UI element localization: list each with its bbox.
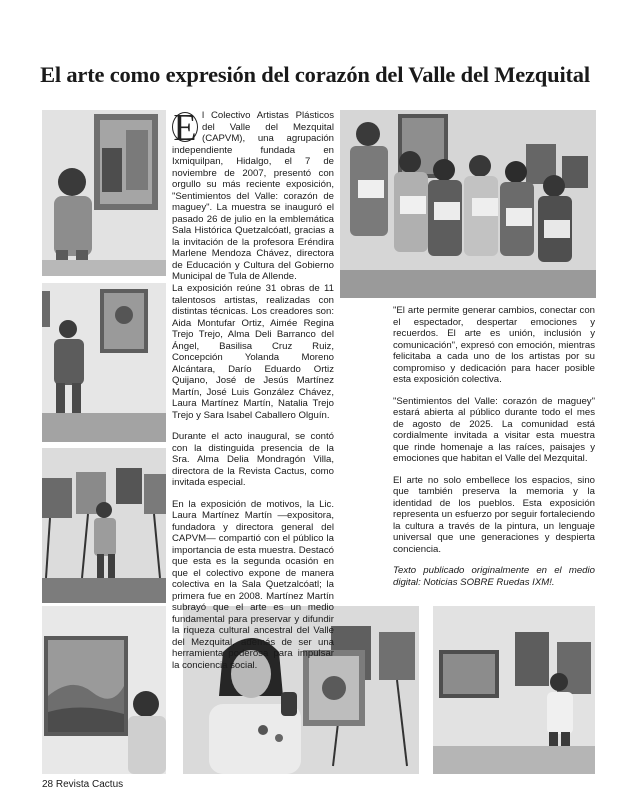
article-paragraph-2: La exposición reúne 31 obras de 11 talentosos artistas, realizadas con distintas técnicas. Los creadores son: Aida Montufar Ortiz, Aimée Regina Trejo Trejo, Alma Deli Barranco del Ángel, Basilisa Cruz Ruiz, Concepción Yolanda Moreno Alcántara, Darío Eduardo Ortiz Quijano, José de Jesús Martínez Martín, José Luis González Chávez, Laura Martínez Martín, Natalia Trejo Trejo y Sara Isabel Caballero Olguín. — [172, 283, 334, 421]
article-title: El arte como expresión del corazón del Valle del Mezquital — [40, 62, 590, 87]
photo-man-speaking-gallery — [433, 606, 595, 774]
article-paragraph-5: "El arte permite generar cambios, conectar con el espectador, despertar emociones y recuerdos. El arte es unión, inclusión y comunicación", expresó con emoción, mientras felicitaba a cada uno de los artistas por su compromiso y dedicación para hacer posible esta exposición colectiva. — [393, 305, 595, 385]
article-column-right — [393, 305, 595, 598]
photo-gallery-easels — [42, 448, 166, 603]
article-paragraph-7: El arte no solo embellece los espacios, sino que también preserva la memoria y la identidad de los pueblos. Esta exposición representa un esfuerzo por seguir fortaleciendo la cultura a través de la pintura, un lenguaje universal que une generaciones y despierta conciencia. — [393, 474, 595, 555]
article-source-note: Texto publicado originalmente en el medio digital: Noticias SOBRE Ruedas IXM!. — [393, 565, 595, 588]
article-paragraph-1: l Colectivo Artistas Plásticos del Valle del Mezquital (CAPVM), una agrupación independiente fundada en Ixmiquilpan, Hidalgo, el 7 de noviembre de 2007, presentó con orgullo su más reciente exposición, "Sentimientos del Valle: corazón de maguey". La muestra se inauguró el pasado 26 de julio en la emblemática Sala Histórica Quetzalcóatl, gracias a la invitación de la profesora Eréndira Marlene Mendoza Chávez, directora de Educación y Cultura del Gobierno Municipal de Tula de Allende. — [172, 110, 334, 282]
article-paragraph-4: En la exposición de motivos, la Lic. Laura Martínez Martín —expositora, fundadora y directora general del CAPVM— compartió con el público la importancia de esta muestra. Destacó que esta es la segunda ocasión en que el colectivo expone de manera colectiva en la Sala Quetzalcóatl; la primera fue en 2008. Martínez Martín subrayó que el arte es un medio fundamental para preservar y difundir la riqueza cultural ancestral del Valle del Mezquital, además de ser una herramienta poderosa para impulsar la conciencia social. — [172, 498, 334, 671]
article-intro-column — [172, 107, 334, 293]
article-paragraph-3: Durante el acto inaugural, se contó con la distinguida presencia de la Sra. Alma Delia Mondragón Villa, directora de la Revista Cactus, como invitada especial. — [172, 431, 334, 488]
photo-speaker-microphone — [42, 283, 166, 442]
photo-artists-group-diplomas — [340, 110, 596, 298]
photo-landscape-painting-woman — [42, 606, 166, 774]
drop-cap-letter: E — [173, 107, 197, 149]
photo-woman-with-painting — [42, 110, 166, 276]
article-column-center — [172, 283, 334, 681]
article-paragraph-6: "Sentimientos del Valle: corazón de maguey" estará abierta al público durante todo el mes de agosto de 2025. La comunidad está cordialmente invitada a visitar esta muestra que rinde homenaje a las raíces, paisajes y emociones que habitan el Valle del Mezquital. — [393, 395, 595, 464]
page-folio: 28 Revista Cactus — [42, 779, 124, 790]
